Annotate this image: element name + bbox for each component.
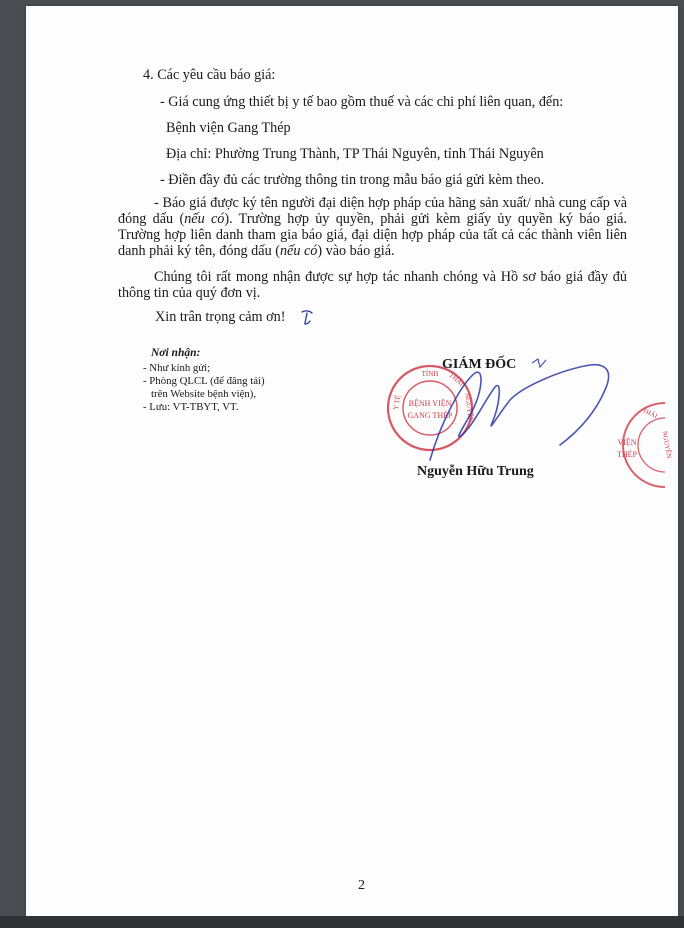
svg-text:VIỆN: VIỆN xyxy=(617,438,637,447)
recipient-line: - Lưu: VT-TBYT, VT. xyxy=(143,401,239,413)
para-sign-part2: ). Trường hợp ủy quyền, phải gửi kèm giấy ủy quyền ký báo giá. Trường hợp liên danh tham gia báo giá, đại diện hợp pháp của tất cả các thành viên liên danh phải ký tên, đóng dấu ( xyxy=(118,211,627,259)
address: Địa chỉ: Phường Trung Thành, TP Thái Nguyên, tỉnh Thái Nguyên xyxy=(166,146,544,162)
recipients-title: Nơi nhận: xyxy=(151,347,201,359)
svg-text:TỈNH: TỈNH xyxy=(421,370,439,378)
svg-text:Y TẾ: Y TẾ xyxy=(391,394,403,411)
signer-name: Nguyễn Hữu Trung xyxy=(417,464,534,479)
stamp-center-bottom: GANG THÉP xyxy=(407,411,453,420)
hospital-name: Bệnh viện Gang Thép xyxy=(166,120,291,136)
bullet-price: - Giá cung ứng thiết bị y tế bao gồm thuế và các chi phí liên quan, đến: xyxy=(160,94,564,110)
viewer-bottom-bar xyxy=(0,916,684,928)
para-sign-ital2: nếu có xyxy=(279,243,318,259)
handwritten-signature-icon xyxy=(400,345,660,475)
closing-thanks: Xin trân trọng cảm ơn! xyxy=(155,309,286,325)
para-sign-part1: - Báo giá được ký tên người đại diện hợp pháp của hãng sản xuất/ nhà cung cấp và đóng dấu ( xyxy=(118,195,627,227)
paragraph-hope: Chúng tôi rất mong nhận được sự hợp tác nhanh chóng và Hồ sơ báo giá đầy đủ thông tin của quý đơn vị. xyxy=(118,269,627,301)
recipient-line: - Như kính gửi; xyxy=(143,362,211,374)
svg-text:THÁI: THÁI xyxy=(641,407,659,421)
bullet-fill: - Điền đầy đủ các trường thông tin trong mẫu báo giá gửi kèm theo. xyxy=(160,172,545,188)
section-heading: 4. Các yêu cầu báo giá: xyxy=(143,67,276,83)
initial-mark-icon xyxy=(300,309,314,327)
recipient-line: trên Website bệnh viện), xyxy=(151,388,257,400)
stamp-center-top: BỆNH VIỆN xyxy=(408,399,452,408)
page-number: 2 xyxy=(358,878,365,893)
signer-position: GIÁM ĐỐC xyxy=(442,357,517,372)
svg-text:NGUYÊN: NGUYÊN xyxy=(660,430,673,459)
paragraph-signature-requirement xyxy=(118,195,627,259)
svg-text:THÁI: THÁI xyxy=(447,371,466,388)
svg-text:NGUYÊN: NGUYÊN xyxy=(462,392,475,423)
para-sign-part3: ) vào báo giá. xyxy=(317,243,395,259)
para-sign-ital1: nếu có xyxy=(184,211,225,227)
recipient-line: - Phòng QLCL (để đăng tải) xyxy=(143,375,265,387)
svg-text:THÉP: THÉP xyxy=(617,450,637,459)
